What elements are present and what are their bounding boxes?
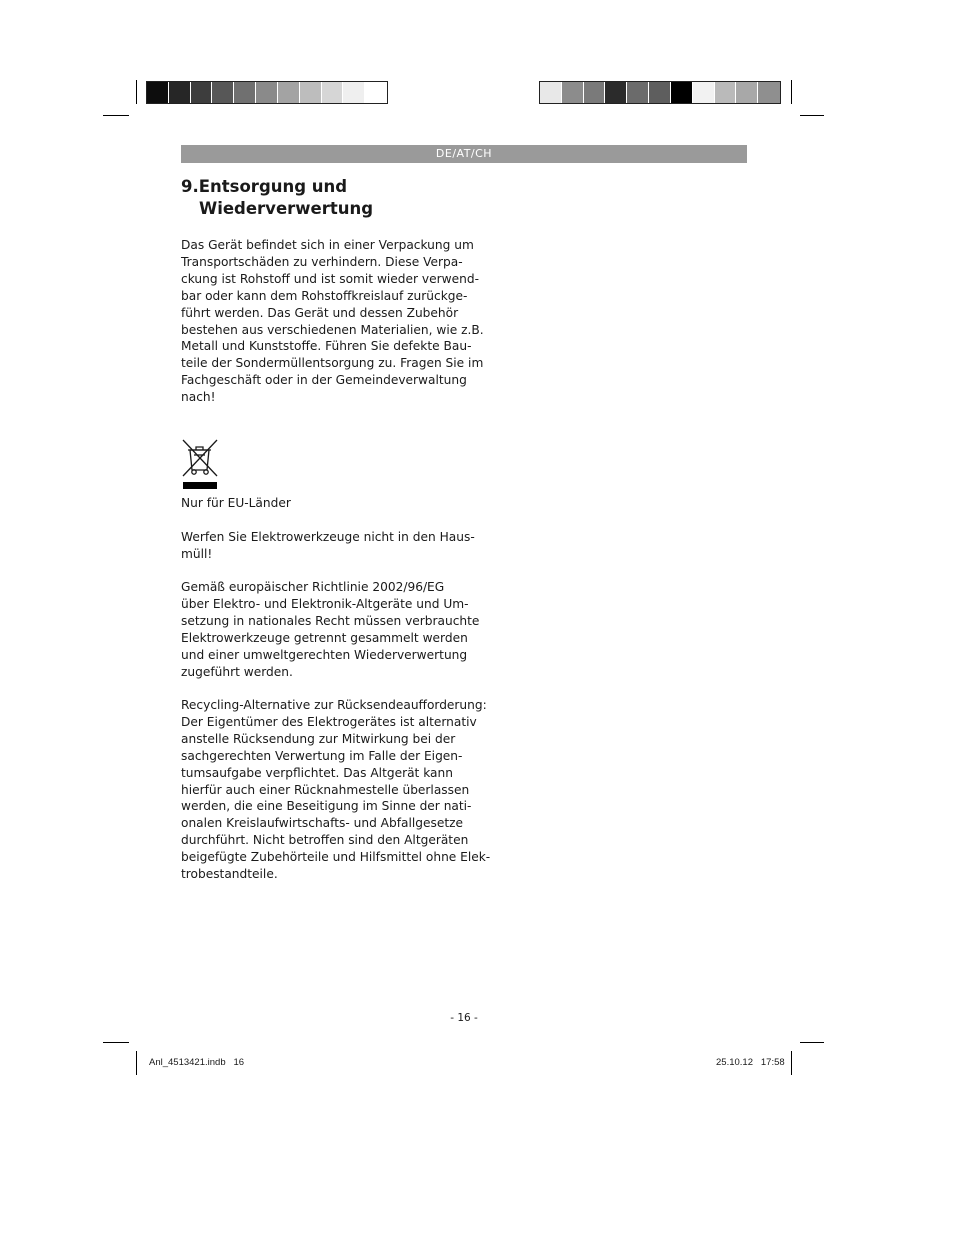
- text-line: Metall und Kunststoffe. Führen Sie defekte Bau-: [181, 339, 472, 354]
- paragraph-no-household-waste: [181, 529, 475, 563]
- color-swatch: [191, 82, 213, 103]
- text-line: bar oder kann dem Rohstoffkreislauf zurückge-: [181, 288, 468, 303]
- color-swatch: [234, 82, 256, 103]
- text-line: Der Eigentümer des Elektrogerätes ist alternativ: [181, 714, 477, 729]
- text-line: ckung ist Rohstoff und ist somit wieder verwend-: [181, 271, 479, 286]
- color-swatch: [584, 82, 606, 103]
- color-swatch: [693, 82, 715, 103]
- color-swatch: [736, 82, 758, 103]
- color-swatch: [562, 82, 584, 103]
- page-number: - 16 -: [450, 1012, 478, 1024]
- text-line: hierfür auch einer Rücknahmestelle überlassen: [181, 782, 470, 797]
- paragraph-packaging: [181, 237, 484, 406]
- text-line: tumsaufgabe verpflichtet. Das Altgerät kann: [181, 765, 453, 780]
- text-line: durchführt. Nicht betroffen sind den Altgeräten: [181, 833, 469, 848]
- crop-mark: [791, 1051, 792, 1075]
- text-line: über Elektro- und Elektronik-Altgeräte und Um-: [181, 596, 469, 611]
- paragraph-eu-only: [181, 495, 466, 512]
- text-line: setzung in nationales Recht müssen verbrauchte: [181, 613, 480, 628]
- footer-file-name: Anl_4513421.indb 16: [149, 1057, 245, 1068]
- text-line: Werfen Sie Elektrowerkzeuge nicht in den Haus-: [181, 530, 475, 544]
- text-line: führt werden. Das Gerät und dessen Zubehör: [181, 305, 459, 320]
- footer-timestamp: 25.10.12 17:58: [716, 1057, 785, 1068]
- crop-mark: [791, 80, 792, 104]
- text-line: werden, die eine Beseitigung im Sinne der nati-: [181, 799, 472, 814]
- color-swatch: [671, 82, 693, 103]
- region-header-bar: DE/AT/CH: [181, 145, 747, 163]
- color-swatch: [343, 82, 365, 103]
- paragraph-eu-directive: [181, 579, 480, 680]
- paragraph-recycling-alternative: [181, 697, 491, 883]
- crop-mark: [136, 1051, 137, 1075]
- text-line: nach!: [181, 390, 216, 405]
- text-line: beigefügte Zubehörteile und Hilfsmittel ohne Elek-: [181, 850, 491, 865]
- text-line: Transportschäden zu verhindern. Diese Verpa-: [181, 254, 463, 269]
- text-line: Fachgeschäft oder in der Gemeindeverwaltung: [181, 373, 467, 388]
- section-title-line2: Wiederverwertung: [199, 199, 374, 218]
- section-heading: [181, 176, 481, 220]
- color-swatch: [540, 82, 562, 103]
- text-line: zugeführt werden.: [181, 664, 293, 679]
- color-swatch: [322, 82, 344, 103]
- crop-mark: [800, 1042, 824, 1043]
- color-swatch: [605, 82, 627, 103]
- text-line: Recycling-Alternative zur Rücksendeaufforderung:: [181, 698, 487, 712]
- crop-mark: [136, 80, 137, 104]
- text-line: Das Gerät befindet sich in einer Verpackung um: [181, 238, 474, 252]
- text-line: anstelle Rücksendung zur Mitwirkung bei der: [181, 731, 456, 746]
- color-swatch: [758, 82, 780, 103]
- text-line: und einer umweltgerechten Wiederverwertung: [181, 647, 468, 662]
- text-line: trobestandteile.: [181, 867, 278, 882]
- color-swatch: [300, 82, 322, 103]
- color-calibration-bar-left: [146, 81, 388, 104]
- text-line: Gemäß europäischer Richtlinie 2002/96/EG: [181, 580, 445, 594]
- section-title-line1: Entsorgung und: [198, 177, 348, 196]
- color-swatch: [169, 82, 191, 103]
- crop-mark: [800, 115, 824, 116]
- text-line: bestehen aus verschiedenen Materialien, wie z.B.: [181, 322, 484, 337]
- color-swatch: [365, 82, 387, 103]
- text-line: sachgerechten Verwertung im Falle der Eigen-: [181, 748, 463, 763]
- color-swatch: [715, 82, 737, 103]
- text-line: Nur für EU-Länder: [181, 496, 291, 510]
- color-swatch: [256, 82, 278, 103]
- text-line: teile der Sondermüllentsorgung zu. Fragen Sie im: [181, 356, 484, 371]
- color-swatch: [147, 82, 169, 103]
- crop-mark: [103, 1042, 129, 1043]
- section-number: 9.: [181, 177, 199, 196]
- color-swatch: [649, 82, 671, 103]
- color-swatch: [627, 82, 649, 103]
- text-line: Elektrowerkzeuge getrennt gesammelt werden: [181, 630, 468, 645]
- color-swatch: [278, 82, 300, 103]
- crop-mark: [103, 115, 129, 116]
- text-line: onalen Kreislaufwirtschafts- und Abfallgesetze: [181, 816, 464, 831]
- color-calibration-bar-right: [539, 81, 781, 104]
- weee-bin-icon: [181, 438, 219, 490]
- text-line: müll!: [181, 546, 213, 561]
- color-swatch: [212, 82, 234, 103]
